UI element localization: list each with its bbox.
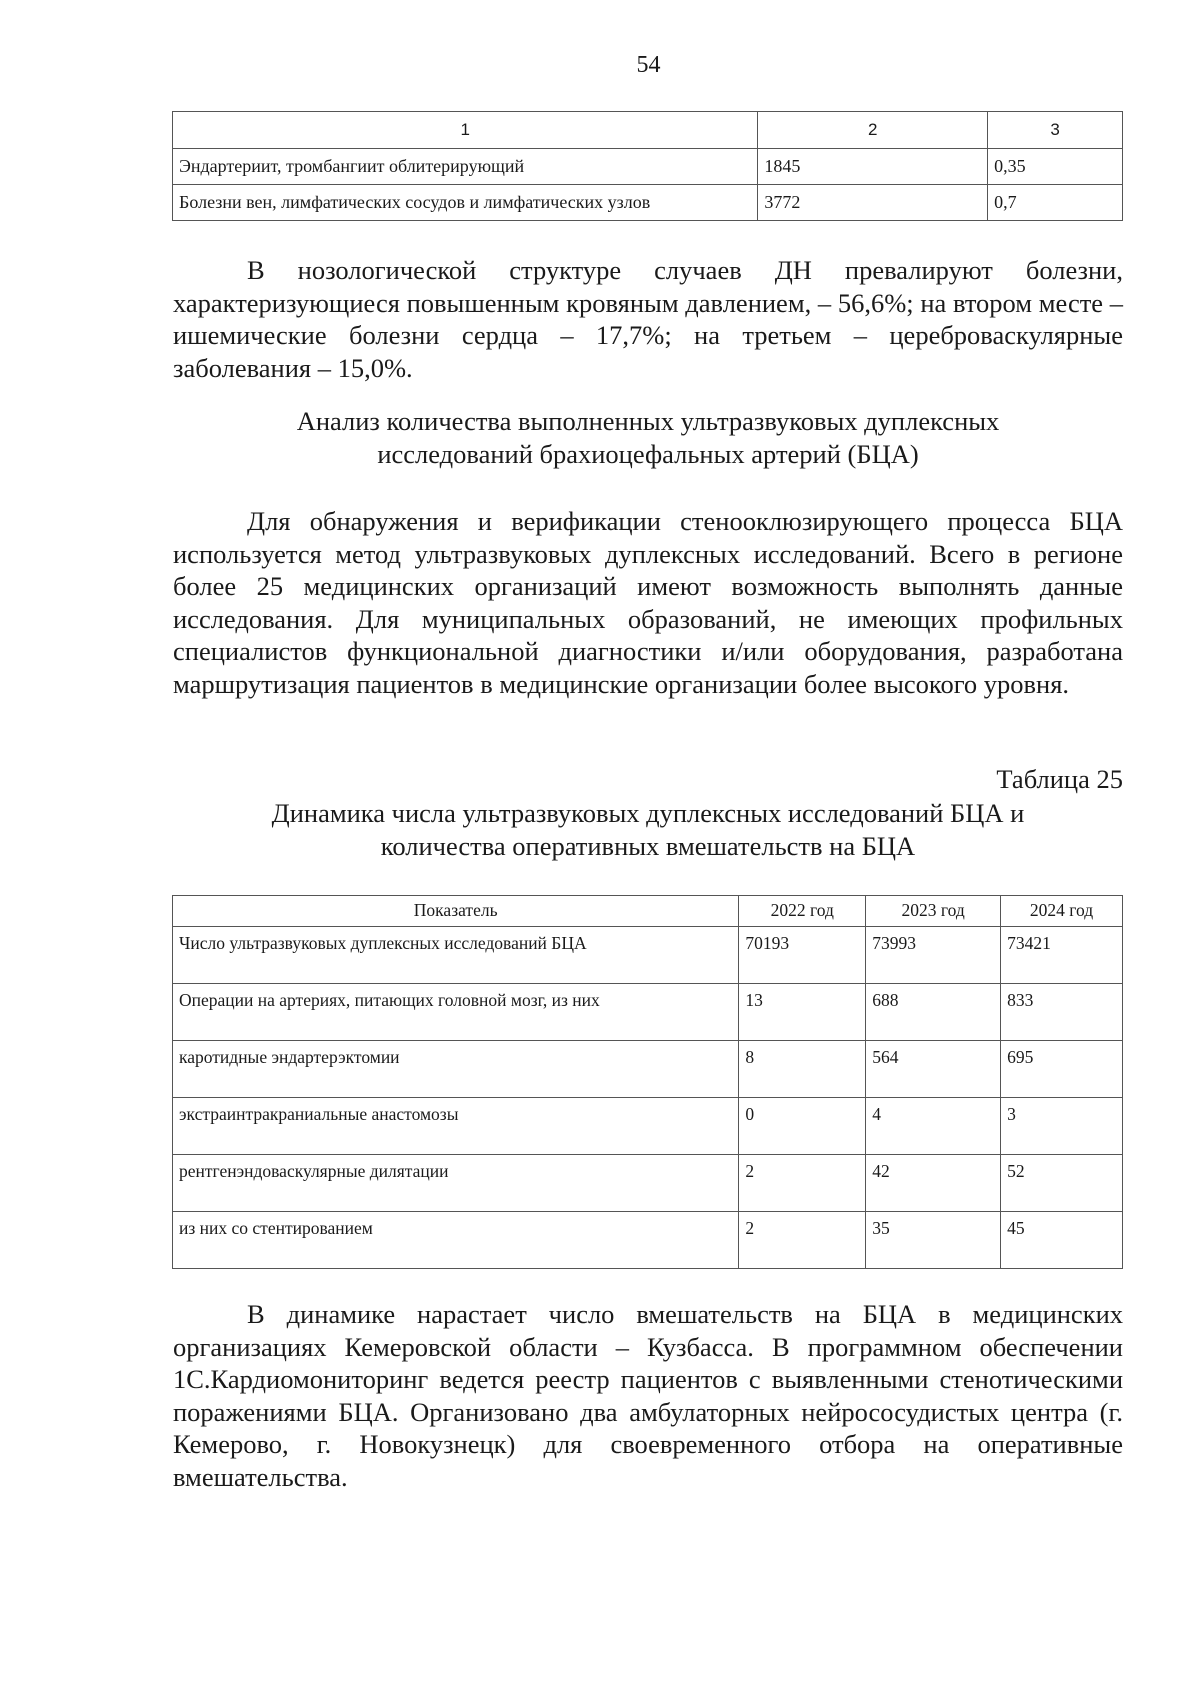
table-title <box>173 797 1123 863</box>
table-cell: 833 <box>1001 984 1123 1041</box>
column-header: 3 <box>988 112 1123 149</box>
column-header: 1 <box>173 112 758 149</box>
table-cell: 695 <box>1001 1041 1123 1098</box>
table-cell: Болезни вен, лимфатических сосудов и лимфатических узлов <box>173 185 758 221</box>
column-header: 2 <box>758 112 988 149</box>
table-row <box>173 1212 1123 1269</box>
paragraph-dynamics: В динамике нарастает число вмешательств на БЦА в медицинских организациях Кемеровской области – Кузбасса. В программном обеспечении 1С.Кардиомониторинг ведется реестр пациентов с выявленными стенотическими поражениями БЦА. Организовано два амбулаторных нейрососудистых центра (г. Кемерово, г. Новокузнецк) для своевременного отбора на оперативные вмешательства. <box>173 1299 1123 1492</box>
table-cell: 564 <box>866 1041 1001 1098</box>
column-header: Показатель <box>173 896 739 927</box>
table-cell: Число ультразвуковых дуплексных исследований БЦА <box>173 927 739 984</box>
table-cell: 45 <box>1001 1212 1123 1269</box>
table-cell: 42 <box>866 1155 1001 1212</box>
table-cell: 2 <box>739 1212 866 1269</box>
paragraph-method: Для обнаружения и верификации стенооклюзирующего процесса БЦА используется метод ультразвуковых дуплексных исследований. Всего в регионе более 25 медицинских организаций имеют возможность выполнять данные исследования. Для муниципальных образований, не имеющих профильных специалистов функциональной диагностики и/или оборудования, разработана маршрутизация пациентов в медицинские организации более высокого уровня. <box>173 506 1123 699</box>
table-cell: 73993 <box>866 927 1001 984</box>
table-cell: 35 <box>866 1212 1001 1269</box>
column-header: 2022 год <box>739 896 866 927</box>
table-cell: 13 <box>739 984 866 1041</box>
section-heading-line: исследований брахиоцефальных артерий (БЦА) <box>377 439 919 469</box>
table-25 <box>172 895 1123 1269</box>
table-row <box>173 1041 1123 1098</box>
table-title-line: количества оперативных вмешательств на БЦА <box>380 831 916 861</box>
column-header: 2023 год <box>866 896 1001 927</box>
table-cell: Операции на артериях, питающих головной мозг, из них <box>173 984 739 1041</box>
table-cell: 0 <box>739 1098 866 1155</box>
table-cell: 8 <box>739 1041 866 1098</box>
table-row <box>173 1098 1123 1155</box>
table-title-line: Динамика числа ультразвуковых дуплексных исследований БЦА и <box>271 798 1025 828</box>
table-cell: 0,35 <box>988 149 1123 185</box>
table-row <box>173 185 1123 221</box>
table-cell: 52 <box>1001 1155 1123 1212</box>
table-number-label: Таблица 25 <box>996 764 1123 794</box>
table-cell: рентгенэндоваскулярные дилятации <box>173 1155 739 1212</box>
table-row <box>173 1155 1123 1212</box>
table-cell: 3 <box>1001 1098 1123 1155</box>
table-cell: экстраинтракраниальные анастомозы <box>173 1098 739 1155</box>
table-cell: из них со стентированием <box>173 1212 739 1269</box>
table-cell: 3772 <box>758 185 988 221</box>
table-row <box>173 984 1123 1041</box>
table-header-row <box>173 112 1123 149</box>
table-cell: 1845 <box>758 149 988 185</box>
section-heading-line: Анализ количества выполненных ультразвуковых дуплексных <box>296 406 1000 436</box>
table-row <box>173 149 1123 185</box>
table-cell: 0,7 <box>988 185 1123 221</box>
page-number: 54 <box>636 52 661 78</box>
table-continuation <box>172 111 1123 221</box>
paragraph-nosology: В нозологической структуре случаев ДН превалируют болезни, характеризующиеся повышенным кровяным давлением, – 56,6%; на втором месте – ишемические болезни сердца – 17,7%; на третьем – цереброваскулярные заболевания – 15,0%. <box>173 255 1123 383</box>
table-cell: каротидные эндартерэктомии <box>173 1041 739 1098</box>
table-cell: 70193 <box>739 927 866 984</box>
table-cell: 73421 <box>1001 927 1123 984</box>
table-row <box>173 927 1123 984</box>
table-cell: 688 <box>866 984 1001 1041</box>
table-header-row <box>173 896 1123 927</box>
column-header: 2024 год <box>1001 896 1123 927</box>
table-cell: 4 <box>866 1098 1001 1155</box>
section-heading <box>173 405 1123 471</box>
table-cell: Эндартериит, тромбангиит облитерирующий <box>173 149 758 185</box>
table-cell: 2 <box>739 1155 866 1212</box>
